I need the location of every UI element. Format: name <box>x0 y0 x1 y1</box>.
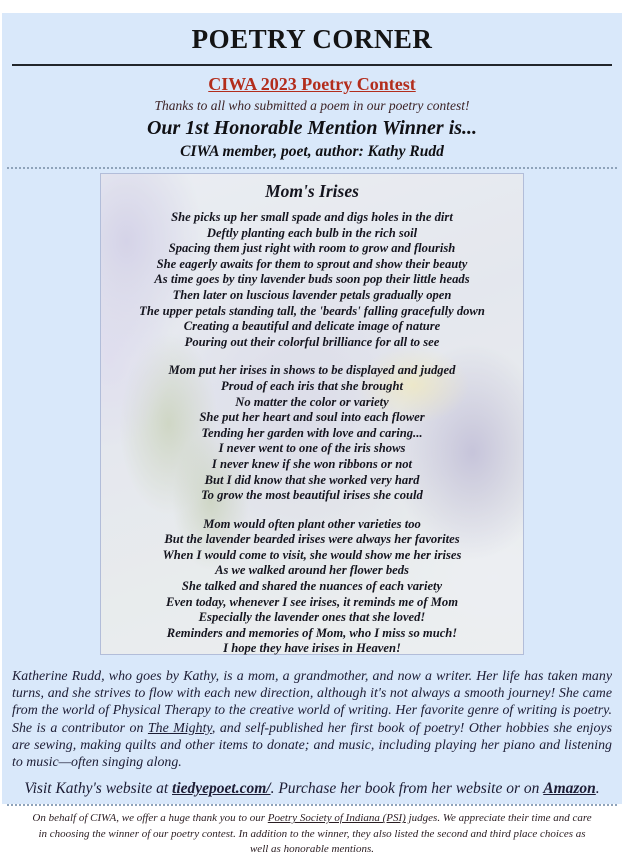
dotted-divider-top <box>7 167 617 169</box>
poem-line: I never went to one of the iris shows <box>218 441 406 456</box>
poem-line: She eagerly awaits for them to sprout and show their beauty <box>156 256 468 271</box>
masthead-rule <box>12 64 612 66</box>
footer-text-1: On behalf of CIWA, we offer a huge thank you to our <box>32 812 268 825</box>
poem-body <box>101 174 523 657</box>
poem-line: When I would come to visit, she would show me her irises <box>162 547 462 562</box>
poem-line: Mom would often plant other varieties too <box>203 516 421 531</box>
poem-line: To grow the most beautiful irises she could <box>201 488 423 503</box>
poem-line: I never knew if she won ribbons or not <box>211 456 413 471</box>
poem-line: The upper petals standing tall, the 'beards' falling gracefully down <box>139 303 485 318</box>
bio-text-2: , and self-published her first book of poetry! Other hobbies she enjoys are sewing, making quilts and other items to donate; and music, including playing her piano and listening to music—often singing along. <box>12 720 612 771</box>
poem-line: Proud of each iris that she brought <box>221 378 403 393</box>
author-bio <box>12 668 612 771</box>
poem-line: I hope they have irises in Heaven! <box>223 641 401 656</box>
masthead-title: POETRY CORNER <box>191 24 433 54</box>
poem-line: But I did know that she worked very hard <box>204 472 420 487</box>
poem-line: As time goes by tiny lavender buds soon pop their little heads <box>154 272 470 287</box>
poem-line: Especially the lavender ones that she loved! <box>198 610 426 625</box>
visit-website-line <box>2 780 622 798</box>
visit-text-2: . Purchase her book from her website or on <box>270 780 544 798</box>
tiedyepoet-link[interactable]: tiedyepoet.com/ <box>172 780 271 798</box>
newsletter-panel <box>2 13 622 856</box>
poem-line: She put her heart and soul into each flower <box>199 410 425 425</box>
poem-line: Creating a beautiful and delicate image of nature <box>183 319 441 334</box>
dotted-divider-bottom <box>7 804 617 806</box>
poem-title: Mom's Irises <box>265 181 359 201</box>
iris-photo-background <box>100 173 524 655</box>
poem-line: Pouring out their colorful brilliance for all to see <box>184 334 440 349</box>
poem-line: But the lavender bearded irises were always her favorites <box>164 532 460 547</box>
author-credit-line: CIWA member, poet, author: Kathy Rudd <box>180 143 444 160</box>
poem-line: Spacing them just right with room to grow and flourish <box>168 241 456 256</box>
poem-stanza-2 <box>101 363 523 503</box>
poem-stanza-1 <box>101 210 523 350</box>
the-mighty-link[interactable]: The Mighty <box>147 720 212 736</box>
bio-text-1: Katherine Rudd, who goes by Kathy, is a mom, a grandmother, and now a writer. Her life has taken many turns, and she strives to flow with each new direction, although it's not always a smooth journey! She came from the world of Physical Therapy to the creative world of writing. Her favorite genre of writing is poetry. She is a contributor on <box>12 669 612 736</box>
poem-line: No matter the color or variety <box>235 394 389 409</box>
contest-title-link[interactable]: CIWA 2023 Poetry Contest <box>208 74 416 94</box>
poem-line: She picks up her small spade and digs holes in the dirt <box>171 210 453 224</box>
winner-announcement: Our 1st Honorable Mention Winner is... <box>146 117 478 139</box>
poem-line: Mom put her irises in shows to be displayed and judged <box>168 363 456 378</box>
poem-line: She talked and shared the nuances of each variety <box>181 579 443 594</box>
visit-text-3: . <box>595 780 600 798</box>
thanks-line: Thanks to all who submitted a poem in our poetry contest! <box>154 98 470 113</box>
poem-line: As we walked around her flower beds <box>215 563 409 578</box>
poem-line: Tending her garden with love and caring... <box>201 425 423 440</box>
amazon-link[interactable]: Amazon <box>543 780 596 798</box>
poem-line: Even today, whenever I see irises, it reminds me of Mom <box>166 594 458 609</box>
poem-line: Reminders and memories of Mom, who I miss so much! <box>166 625 458 640</box>
poem-line: Deftly planting each bulb in the rich soil <box>206 225 418 240</box>
poem-line: Then later on luscious lavender petals gradually open <box>172 287 452 302</box>
poem-stanza-3 <box>101 517 523 657</box>
ciwa-thank-you-note <box>28 811 596 857</box>
footer-text-2: judges. We appreciate their time and care in choosing the winner of our poetry contest. In addition to the winner, they also listed the second and third place choices as well as honorable mentions. <box>38 812 592 856</box>
poetry-society-link[interactable]: Poetry Society of Indiana (PSI) <box>267 812 406 825</box>
visit-text-1: Visit Kathy's website at <box>24 780 173 798</box>
